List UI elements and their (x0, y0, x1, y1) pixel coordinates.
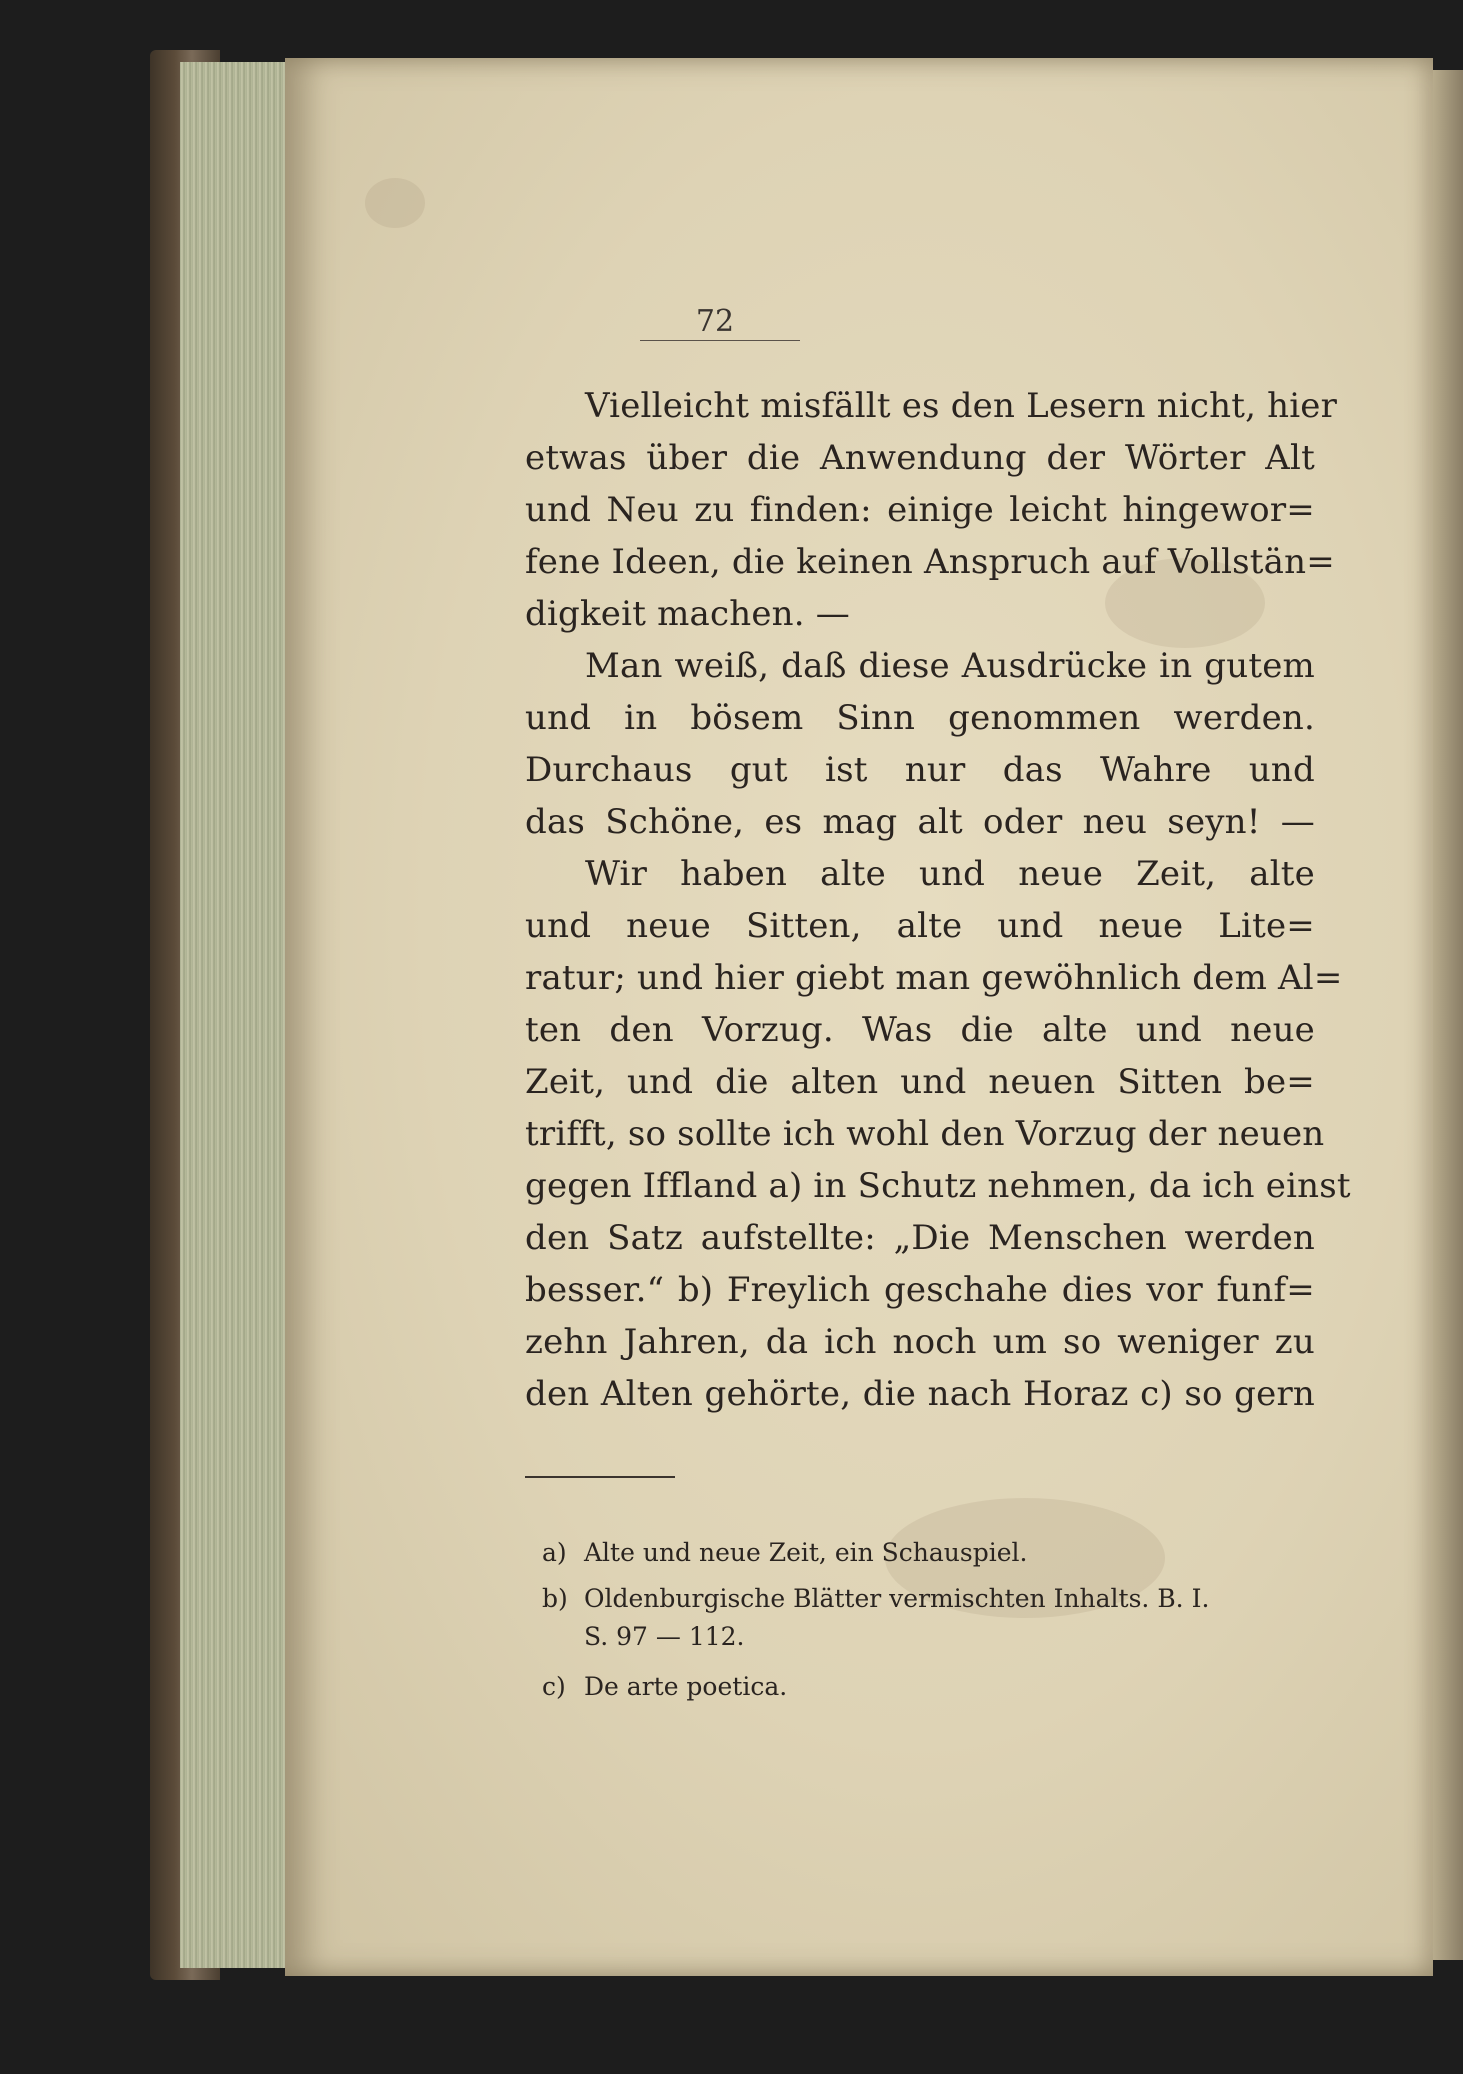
text-line: das Schöne, es mag alt oder neu seyn! — (525, 802, 1315, 842)
text-line: zehn Jahren, da ich noch um so weniger zu (525, 1322, 1315, 1362)
text-line: Man weiß, daß diese Ausdrücke in gutem (585, 646, 1315, 686)
text-line: Vielleicht misfällt es den Lesern nicht, hier (585, 386, 1338, 426)
footnote-text: De arte poetica. (584, 1672, 788, 1701)
text-line: den Satz aufstellte: „Die Menschen werden (525, 1218, 1315, 1258)
text-line: Wir haben alte und neue Zeit, alte (585, 854, 1315, 894)
text-line: ratur; und hier giebt man gewöhnlich dem Al= (525, 958, 1343, 998)
footnote-b-continued (542, 1622, 1322, 1652)
text-line: und Neu zu finden: einige leicht hingewor= (525, 490, 1315, 530)
footnote-text: Alte und neue Zeit, ein Schauspiel. (584, 1538, 1028, 1567)
text-line: den Alten gehörte, die nach Horaz c) so gern (525, 1374, 1315, 1414)
book-page (285, 58, 1433, 1976)
text-line: fene Ideen, die keinen Anspruch auf Vollstän= (525, 542, 1335, 582)
text-line: trifft, so sollte ich wohl den Vorzug der neuen (525, 1114, 1325, 1154)
footnote-separator (525, 1476, 675, 1478)
text-line: Zeit, und die alten und neuen Sitten be= (525, 1062, 1315, 1102)
page-stack-edges (180, 62, 290, 1968)
text-line: Durchaus gut ist nur das Wahre und (525, 750, 1315, 790)
footnote-text: Oldenburgische Blätter vermischten Inhalts. B. I. (584, 1584, 1210, 1613)
text-line: gegen Iffland a) in Schutz nehmen, da ich einst (525, 1166, 1351, 1206)
facing-page-edge (1428, 70, 1463, 1960)
text-line: digkeit machen. — (525, 594, 850, 634)
footnote-text: S. 97 — 112. (584, 1622, 745, 1651)
page-number: 72 (695, 304, 735, 339)
footnote-mark: b) (542, 1584, 568, 1613)
footnote-c (542, 1672, 1322, 1702)
footnote-b (542, 1584, 1322, 1614)
text-line: besser.“ b) Freylich geschahe dies vor funf= (525, 1270, 1315, 1310)
footnote-a (542, 1538, 1322, 1568)
text-line: ten den Vorzug. Was die alte und neue (525, 1010, 1315, 1050)
text-line: und neue Sitten, alte und neue Lite= (525, 906, 1315, 946)
footnote-mark: a) (542, 1538, 567, 1567)
text-line: etwas über die Anwendung der Wörter Alt (525, 438, 1315, 478)
footnote-mark: c) (542, 1672, 566, 1701)
page-number-rule (640, 340, 800, 341)
text-line: und in bösem Sinn genommen werden. (525, 698, 1315, 738)
